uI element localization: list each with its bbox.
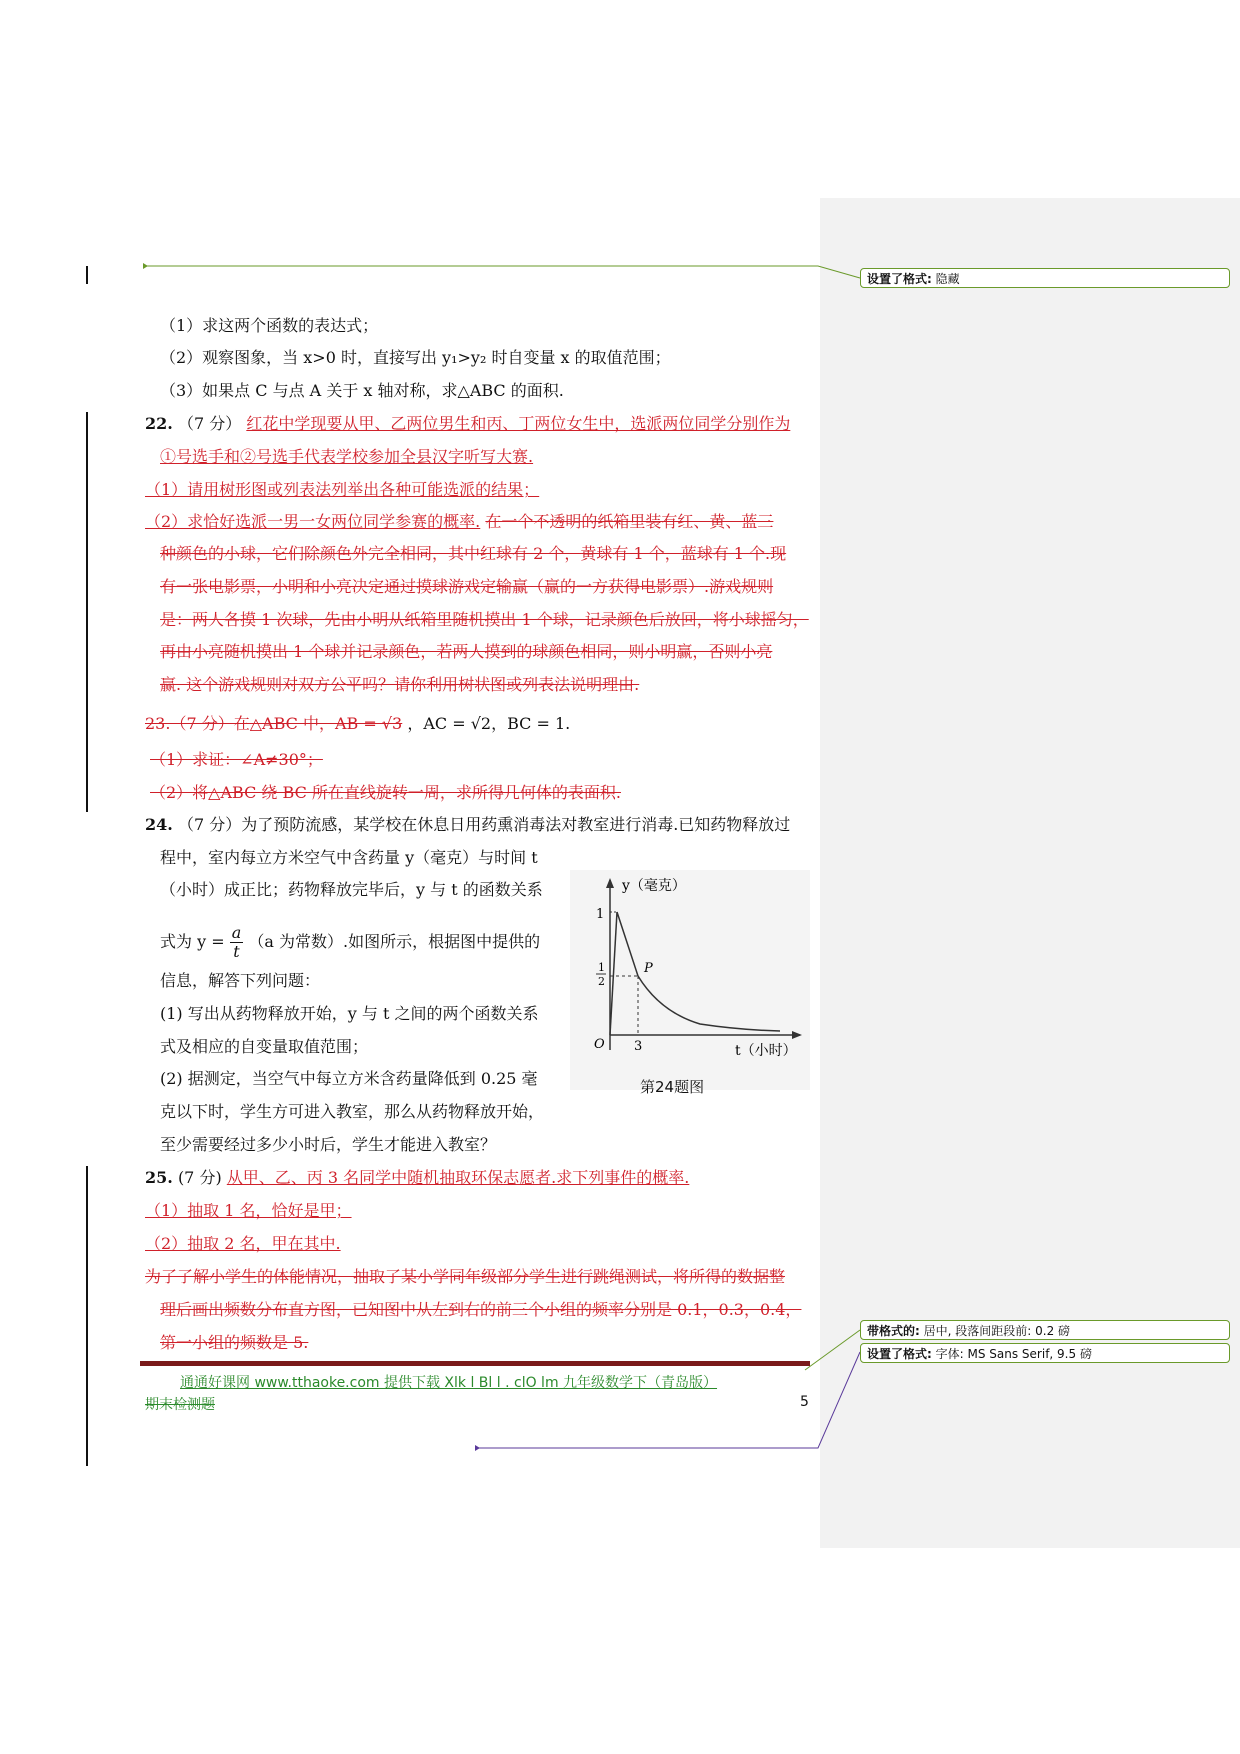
deleted-text: 理后画出频数分布直方图，已知图中从左到右的前三个小组的频率分别是 0.1，0.3，0.4， bbox=[160, 1300, 802, 1319]
q24-line4 bbox=[160, 924, 540, 961]
q24-formula-lead: 式为 y = bbox=[160, 932, 225, 951]
q24-line7: 式及相应的自变量取值范围； bbox=[160, 1037, 369, 1056]
q24-text: （7 分）为了预防流感，某学校在休息日用药熏消毒法对教室进行消毒.已知药物释放过 bbox=[177, 815, 791, 834]
q24-line1 bbox=[145, 815, 790, 835]
question-points: (7 分) bbox=[177, 1168, 222, 1187]
deleted-text: 第一小组的频数是 5. bbox=[160, 1333, 309, 1352]
q23-line1 bbox=[145, 714, 570, 734]
fig-ylabel: y（毫克） bbox=[622, 878, 686, 894]
fig-tick-half-num: 1 bbox=[598, 961, 605, 974]
fig-tick-1: 1 bbox=[596, 907, 605, 922]
comment-label: 带格式的: bbox=[867, 1324, 920, 1338]
figure-caption: 第24题图 bbox=[640, 1078, 705, 1096]
fig-xlabel: t（小时） bbox=[735, 1043, 797, 1059]
deleted-text: 在一个不透明的纸箱里装有红、黄、蓝三 bbox=[485, 512, 774, 531]
comment-value: 居中, 段落间距段前: 0.2 磅 bbox=[923, 1324, 1071, 1338]
q21-part3: （3）如果点 C 与点 A 关于 x 轴对称，求△ABC 的面积. bbox=[160, 381, 564, 400]
question-number: 25. bbox=[145, 1168, 173, 1187]
footer-line2: 期末检测题 bbox=[145, 1397, 215, 1413]
q24-line9: 克以下时，学生方可进入教室，那么从药物释放开始， bbox=[160, 1102, 545, 1121]
q22-line1 bbox=[145, 414, 790, 434]
comment-value: 字体: MS Sans Serif, 9.5 磅 bbox=[935, 1347, 1092, 1361]
deleted-text: 再由小亮随机摸出 1 个球并记录颜色，若两人摸到的球颜色相同，则小明赢，否则小亮 bbox=[160, 642, 773, 661]
comment-value: 隐藏 bbox=[935, 272, 960, 286]
q24-line5: 信息，解答下列问题： bbox=[160, 971, 321, 990]
q25-part1: （1）抽取 1 名，恰好是甲； bbox=[145, 1201, 352, 1220]
footer-rule bbox=[140, 1361, 810, 1366]
q24-line10: 至少需要经过多少小时后，学生才能进入教室？ bbox=[160, 1135, 497, 1154]
fig-origin: O bbox=[594, 1037, 605, 1052]
fig-point-label: P bbox=[644, 961, 653, 976]
q22-line2: ①号选手和②号选手代表学校参加全县汉字听写大赛. bbox=[160, 447, 534, 466]
deleted-text: 赢. 这个游戏规则对双方公平吗？请你利用树状图或列表法说明理由. bbox=[160, 675, 640, 694]
q21-part1: （1）求这两个函数的表达式； bbox=[160, 316, 379, 335]
q24-formula-tail: （a 为常数）.如图所示，根据图中提供的 bbox=[248, 932, 541, 951]
comment-balloon[interactable] bbox=[860, 1343, 1230, 1363]
comment-balloon[interactable] bbox=[860, 1320, 1230, 1340]
deleted-text: 种颜色的小球，它们除颜色外完全相同，其中红球有 2 个，黄球有 1 个，蓝球有 1 个.现 bbox=[160, 544, 787, 563]
comment-balloon[interactable] bbox=[860, 268, 1230, 288]
q22-part2: （2）求恰好选派一男一女两位同学参赛的概率. bbox=[145, 512, 481, 531]
q23-text: ，AC = √2，BC = 1. bbox=[407, 714, 571, 733]
deleted-text: （2）将△ABC 绕 BC 所在直线旋转一周，求所得几何体的表面积. bbox=[150, 783, 621, 802]
q25-part2: （2）抽取 2 名，甲在其中. bbox=[145, 1234, 341, 1253]
q22-text: 红花中学现要从甲、乙两位男生和丙、丁两位女生中，选派两位同学分别作为 bbox=[246, 414, 791, 433]
q24-line3: （小时）成正比；药物释放完毕后，y 与 t 的函数关系 bbox=[160, 880, 543, 899]
deleted-text: 23.（7 分）在△ABC 中，AB = √3 bbox=[145, 714, 403, 733]
fraction-numerator: a bbox=[231, 923, 242, 942]
fraction bbox=[230, 924, 244, 961]
q21-part2: （2）观察图象，当 x>0 时，直接写出 y₁>y₂ 时自变量 x 的取值范围； bbox=[160, 348, 671, 367]
deleted-text: 为了了解小学生的体能情况，抽取了某小学同年级部分学生进行跳绳测试，将所得的数据整 bbox=[145, 1267, 786, 1286]
fraction-denominator: t bbox=[233, 942, 240, 961]
page-number: 5 bbox=[800, 1394, 809, 1410]
question-number: 24. bbox=[145, 815, 173, 834]
footer-line1: 通通好课网 www.tthaoke.com 提供下载 Xlk l Bl l . clO lm 九年级数学下（青岛版） bbox=[180, 1375, 718, 1391]
q25-text: 从甲、乙、丙 3 名同学中随机抽取环保志愿者.求下列事件的概率. bbox=[226, 1168, 690, 1187]
fig-tick-3: 3 bbox=[634, 1039, 643, 1054]
deleted-text: 是：两人各摸 1 次球，先由小明从纸箱里随机摸出 1 个球，记录颜色后放回，将小球摇匀， bbox=[160, 610, 809, 629]
q22-line4 bbox=[145, 512, 773, 532]
q24-line8: (2) 据测定，当空气中每立方米含药量降低到 0.25 毫 bbox=[160, 1069, 538, 1088]
comment-label: 设置了格式: bbox=[867, 1347, 932, 1361]
q24-figure bbox=[570, 870, 810, 1090]
question-points: （7 分） bbox=[177, 414, 242, 433]
fig-tick-half-den: 2 bbox=[598, 975, 605, 988]
deleted-text: （1）求证：∠A≠30°； bbox=[150, 750, 323, 769]
q25-line1 bbox=[145, 1168, 689, 1188]
q22-part1: （1）请用树形图或列表法列举出各种可能选派的结果； bbox=[145, 480, 540, 499]
q24-line2: 程中，室内每立方米空气中含药量 y（毫克）与时间 t bbox=[160, 848, 538, 867]
q24-line6: (1) 写出从药物释放开始，y 与 t 之间的两个函数关系 bbox=[160, 1004, 539, 1023]
comment-label: 设置了格式: bbox=[867, 272, 932, 286]
question-number: 22. bbox=[145, 414, 173, 433]
deleted-text: 有一张电影票，小明和小亮决定通过摸球游戏定输赢（赢的一方获得电影票）.游戏规则 bbox=[160, 577, 774, 596]
